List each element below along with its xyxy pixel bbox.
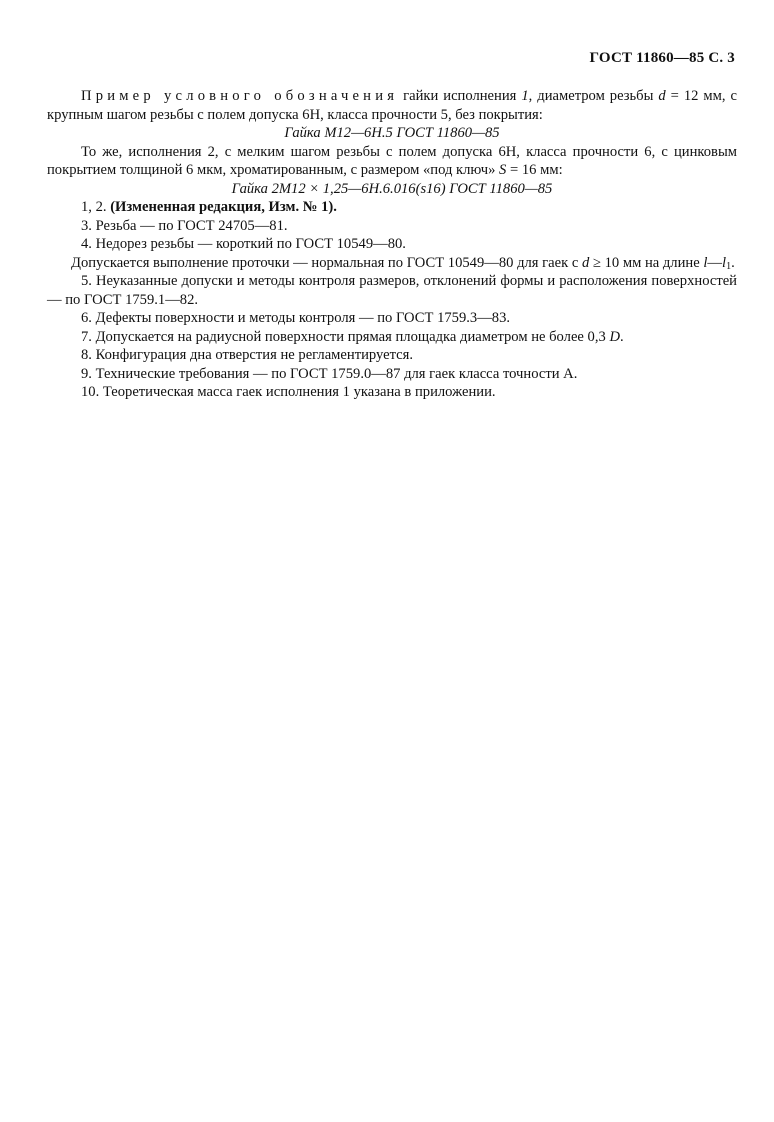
designation-example-2: То же, исполнения 2, с мелким шагом резьбы с полем допуска 6Н, класса прочности 6, с цинковым покрытием толщиной 6 мкм, хроматированным, с размером «под ключ» S = 16 мм: [47, 143, 737, 178]
item-9: 9. Технические требования — по ГОСТ 1759.0—87 для гаек класса точности А. [81, 365, 578, 382]
page-header: ГОСТ 11860—85 С. 3 [589, 50, 735, 66]
designation-formula-2: Гайка 2М12 × 1,25—6Н.6.016(s16) ГОСТ 11860—85 [231, 180, 553, 197]
document-body [47, 87, 737, 402]
item-8: 8. Конфигурация дна отверстия не регламентируется. [81, 347, 413, 363]
item-1-2: 1, 2. (Измененная редакция, Изм. № 1). [81, 199, 337, 215]
designation-formula-1: Гайка М12—6Н.5 ГОСТ 11860—85 [284, 125, 500, 141]
designation-example-1: Пример условного обозначения гайки исполнения 1, диаметром резьбы d = 12 мм, с крупным шагом резьбы с полем допуска 6Н, класса прочности 5, без покрытия: [47, 88, 737, 123]
example-lead: Пример условного обозначения [81, 88, 399, 104]
item-4: 4. Недорез резьбы — короткий по ГОСТ 10549—80. [81, 236, 406, 252]
item-6: 6. Дефекты поверхности и методы контроля — по ГОСТ 1759.3—83. [81, 310, 511, 326]
item-5: 5. Неуказанные допуски и методы контроля размеров, отклонений формы и расположения поверхностей — по ГОСТ 1759.1—82. [47, 273, 737, 308]
item-3: 3. Резьба — по ГОСТ 24705—81. [81, 217, 288, 234]
item-4-groove-note: Допускается выполнение проточки — нормальная по ГОСТ 10549—80 для гаек с d ≥ 10 мм на длине $l—l_1$. [71, 254, 735, 272]
item-10: 10. Теоретическая масса гаек исполнения 1 указана в приложении. [81, 384, 496, 400]
item-7: 7. Допускается на радиусной поверхности прямая площадка диаметром не более 0,3 D. [81, 328, 624, 345]
